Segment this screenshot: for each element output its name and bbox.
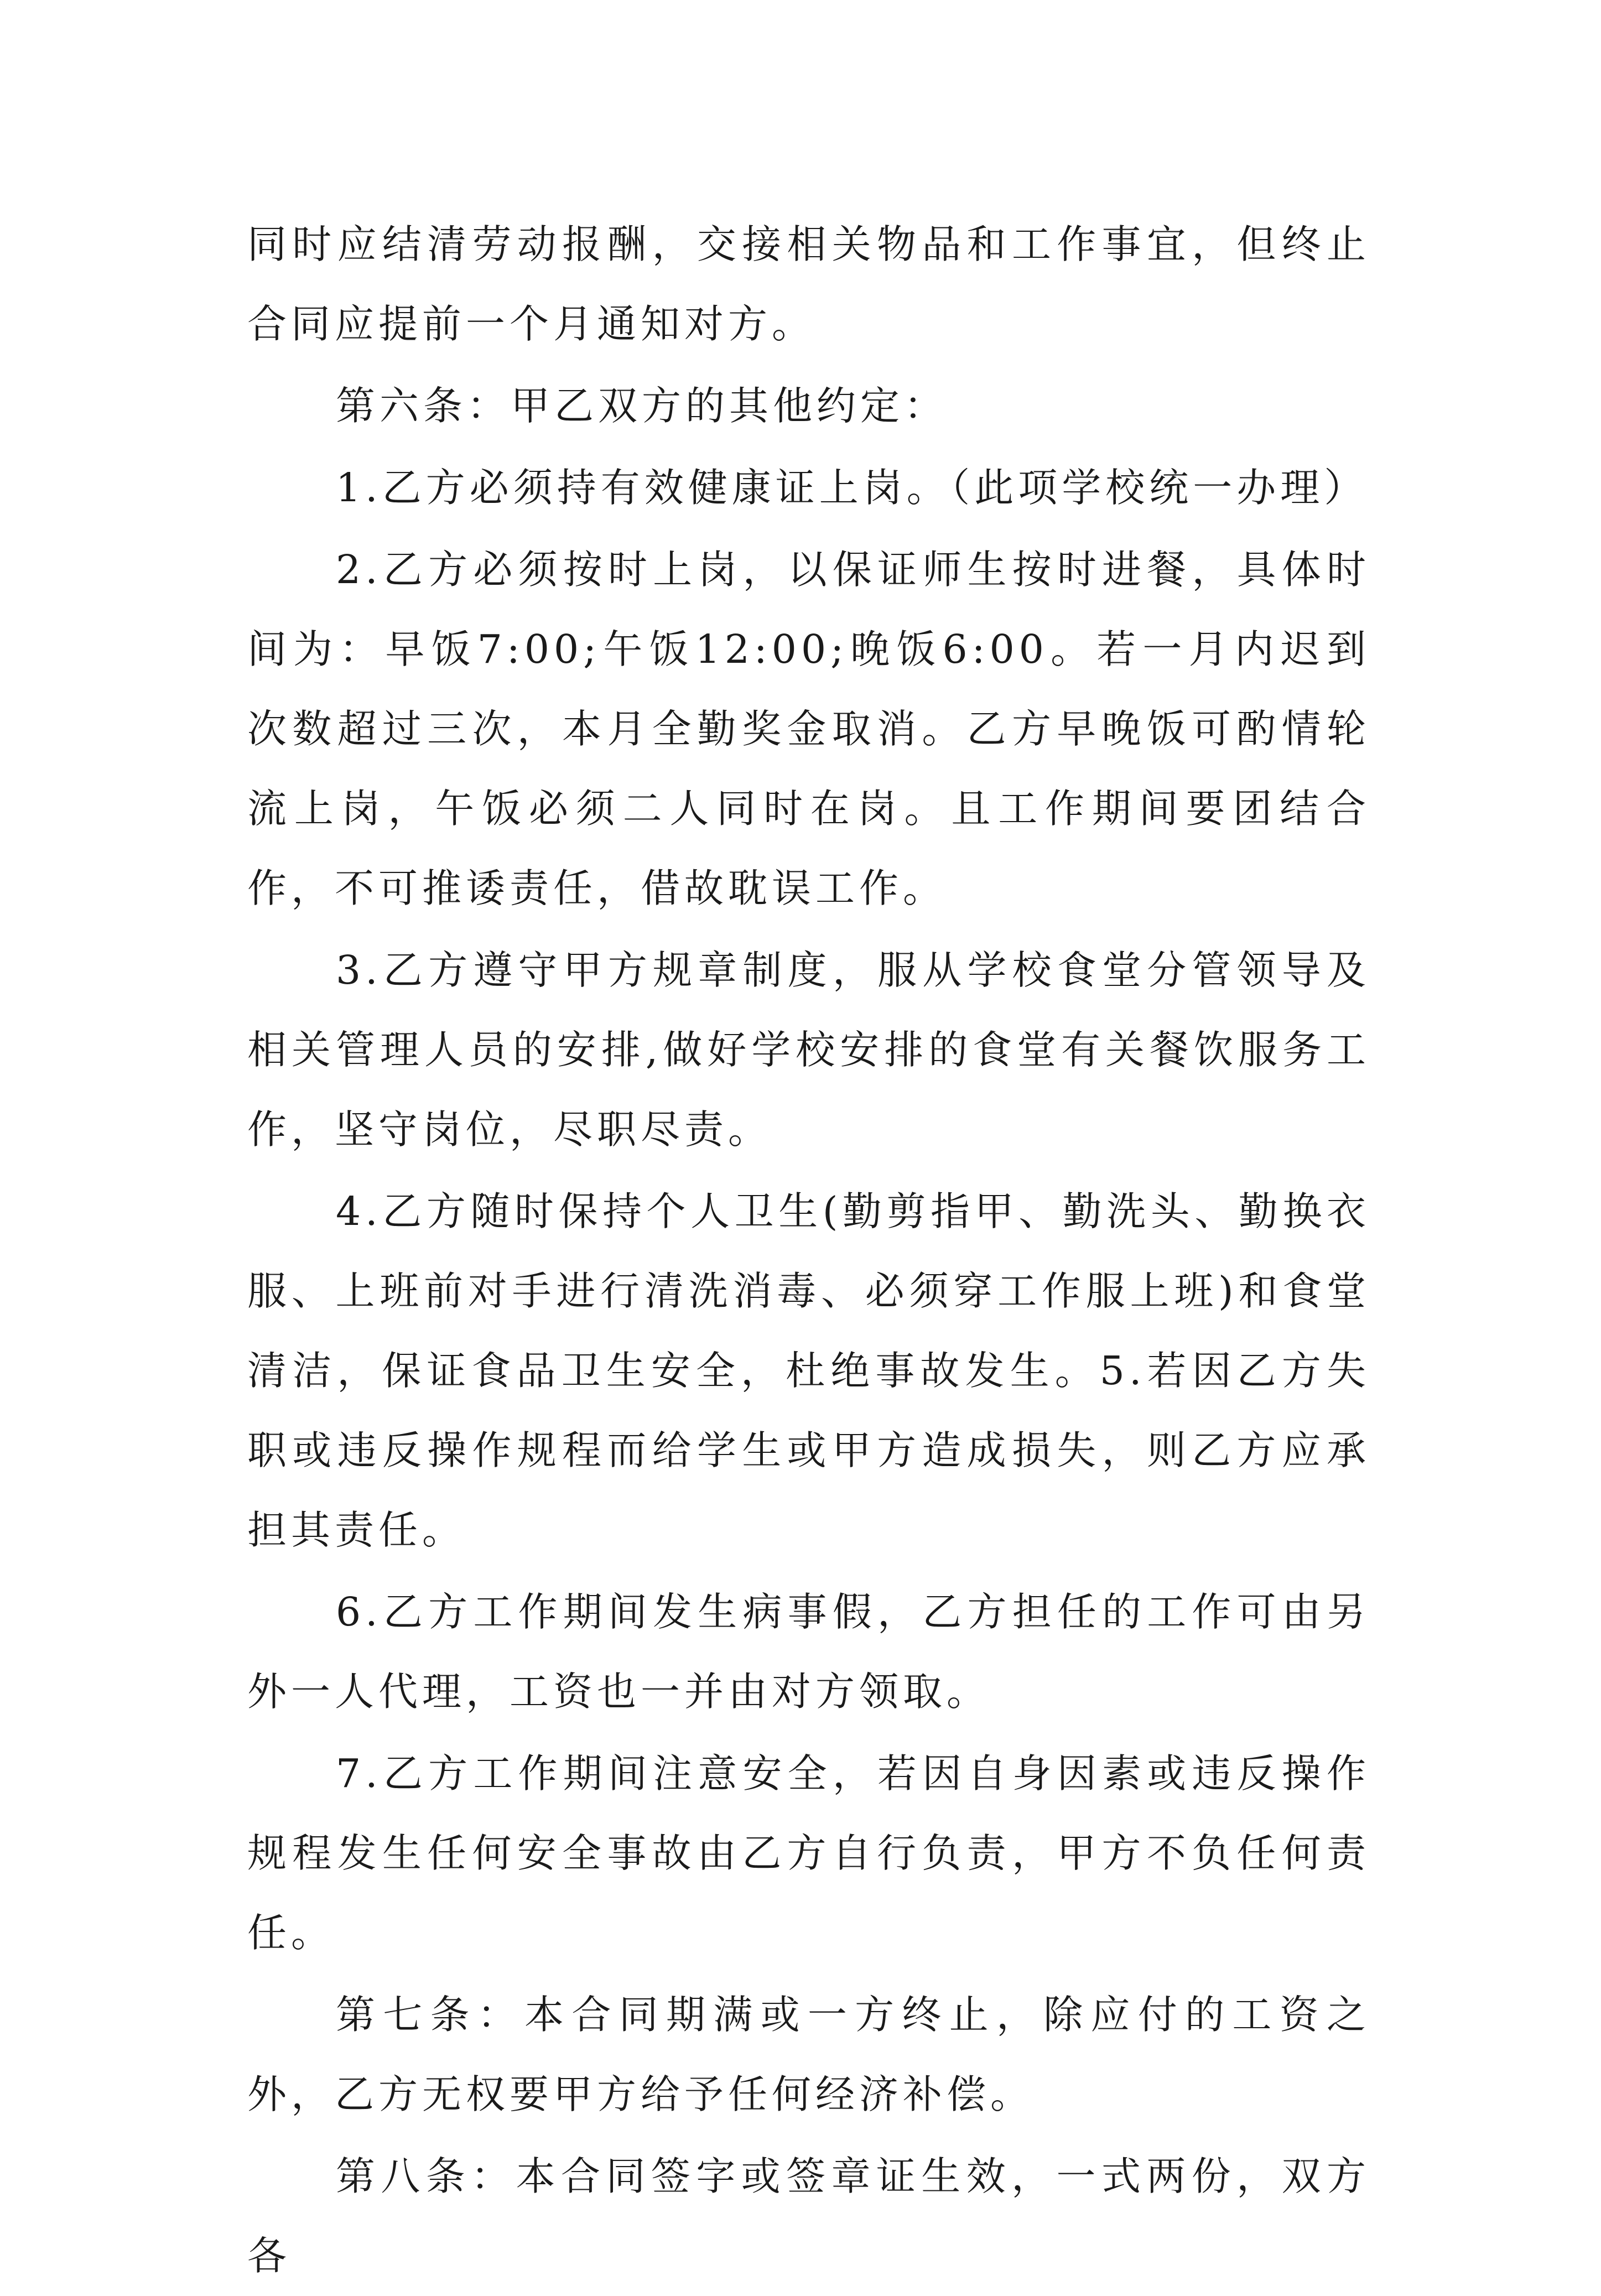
article-8: 第八条：本合同签字或签章证生效，一式两份，双方各 xyxy=(247,2153,1370,2279)
clause-4-5: 4.乙方随时保持个人卫生(勤剪指甲、勤洗头、勤换衣服、上班前对手进行清洗消毒、必须穿工作服上班)和食堂清洁，保证食品卫生安全，杜绝事故发生。5.若因乙方失职或违反操作规程而给学生或甲方造成损失，则乙方应承担其责任。 xyxy=(247,1188,1370,1553)
article-7: 第七条：本合同期满或一方终止，除应付的工资之外，乙方无权要甲方给予任何经济补偿。 xyxy=(247,1992,1370,2117)
paragraph-continuation: 同时应结清劳动报酬，交接相关物品和工作事宜，但终止合同应提前一个月通知对方。 xyxy=(247,221,1370,347)
clause-6: 6.乙方工作期间发生病事假，乙方担任的工作可由另外一人代理，工资也一并由对方领取。 xyxy=(247,1589,1370,1715)
article-6-heading: 第六条：甲乙双方的其他约定： xyxy=(336,383,948,429)
clause-2: 2.乙方必须按时上岗，以保证师生按时进餐，具体时间为：早饭7:00;午饭12:00;晚饭6:00。若一月内迟到次数超过三次，本月全勤奖金取消。乙方早晚饭可酌情轮流上岗，午饭必须二人同时在岗。且工作期间要团结合作，不可推诿责任，借故耽误工作。 xyxy=(247,547,1370,911)
document-body xyxy=(247,205,1370,2296)
clause-7: 7.乙方工作期间注意安全，若因自身因素或违反操作规程发生任何安全事故由乙方自行负责，甲方不负任何责任。 xyxy=(247,1750,1370,1956)
clause-1: 1.乙方必须持有效健康证上岗。（此项学校统一办理） xyxy=(336,465,1368,511)
clause-3: 3.乙方遵守甲方规章制度，服从学校食堂分管领导及相关管理人员的安排,做好学校安排的食堂有关餐饮服务工作，坚守岗位，尽职尽责。 xyxy=(247,947,1370,1152)
